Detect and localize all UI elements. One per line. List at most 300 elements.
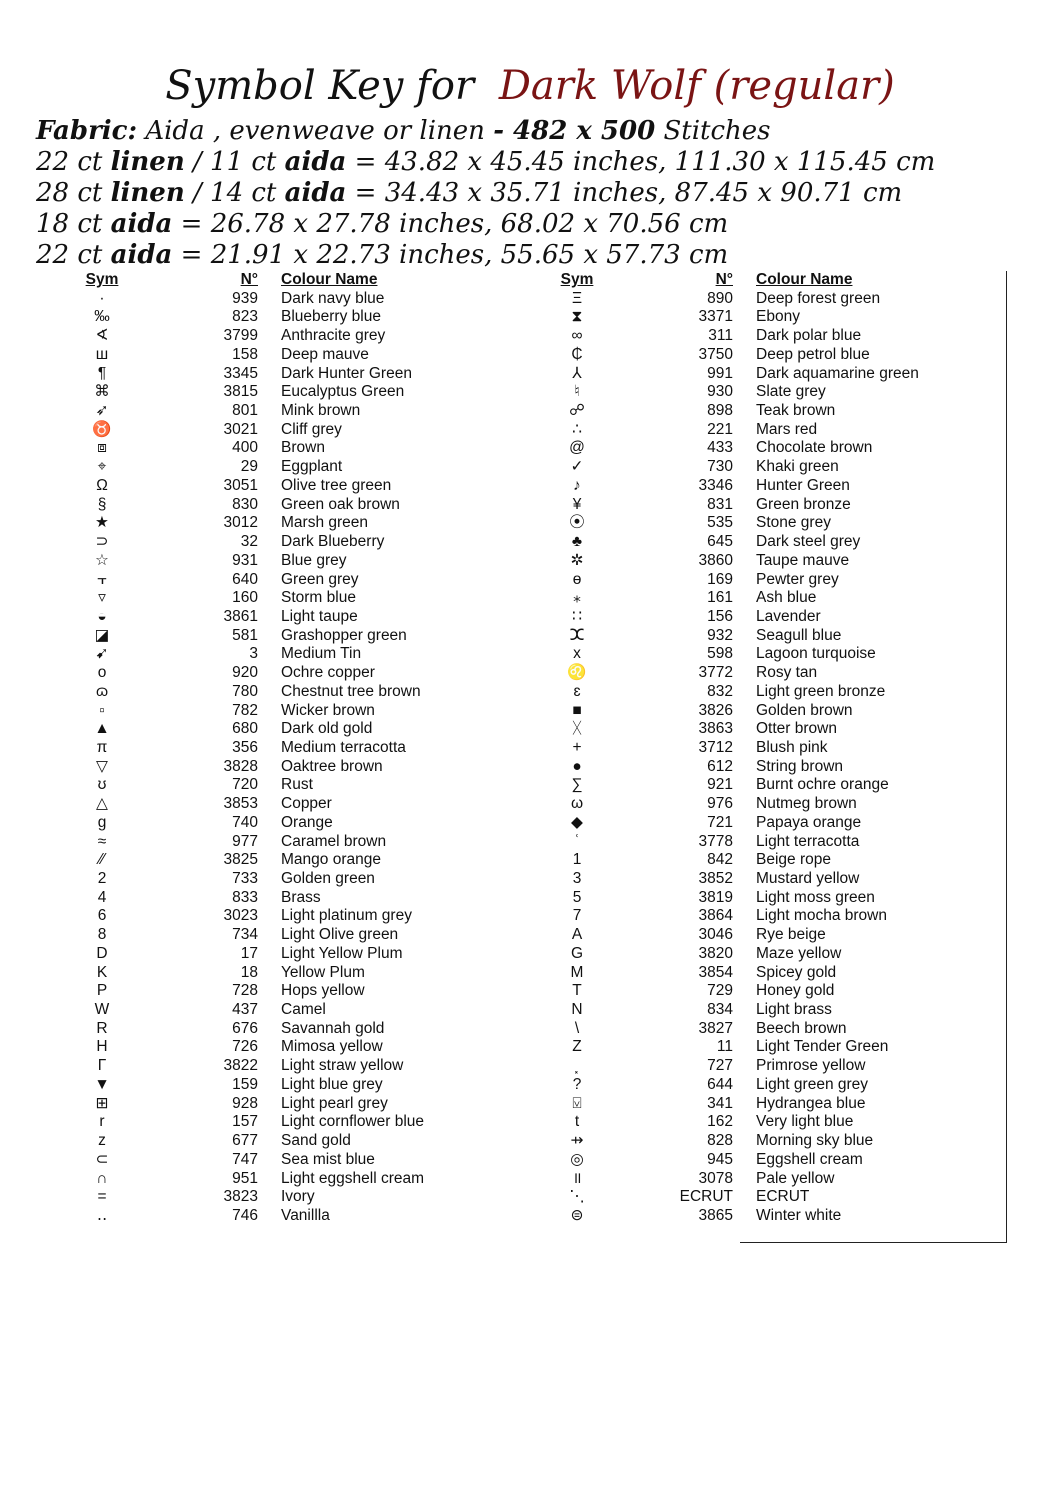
number-cell: 842 (707, 851, 733, 869)
table-row (62, 365, 482, 384)
symbol-cell: ● (572, 757, 582, 775)
colour-name-cell: Eggshell cream (756, 1150, 863, 1168)
colour-name-cell: Dark polar blue (756, 327, 862, 345)
colour-name-cell: Golden brown (756, 701, 853, 719)
number-cell: 11 (716, 1038, 733, 1056)
table-row (62, 1095, 482, 1114)
symbol-cell: ♮ (574, 383, 580, 401)
size-line-18ct-aida (36, 209, 1046, 240)
number-cell: 747 (232, 1150, 258, 1168)
table-row (62, 439, 482, 458)
number-cell: 830 (232, 495, 258, 513)
colour-name-cell: Slate grey (756, 383, 826, 401)
table-row (537, 514, 957, 533)
number-cell: 3051 (223, 476, 258, 494)
table-row (62, 683, 482, 702)
table-row (62, 402, 482, 421)
fabric-label: Fabric: (36, 116, 138, 146)
colour-name-cell: Camel (281, 1001, 326, 1019)
number-cell: 782 (232, 701, 258, 719)
number-cell: 920 (232, 664, 258, 682)
colour-name-cell: Copper (281, 795, 332, 813)
symbol-cell: ∑ (571, 776, 583, 794)
table-row (537, 889, 957, 908)
number-cell: 3799 (223, 327, 258, 345)
page-title (0, 58, 1060, 114)
table-row (62, 720, 482, 739)
number-cell: 3865 (698, 1206, 733, 1224)
symbol-cell: ≈ (97, 832, 107, 850)
symbol-cell: ∷ (572, 607, 582, 625)
symbol-cell: g (97, 813, 107, 831)
symbol-cell: ★ (95, 514, 109, 532)
colour-name-cell: Nutmeg brown (756, 795, 857, 813)
number-cell: 17 (240, 944, 258, 962)
number-cell: 3819 (698, 888, 733, 906)
symbol-cell: ▫ (99, 701, 105, 719)
number-cell: 3023 (223, 907, 258, 925)
number-cell: 640 (232, 570, 258, 588)
table-header (62, 271, 482, 290)
symbol-cell: o (97, 664, 107, 682)
table-row (62, 1151, 482, 1170)
symbol-cell: ∴ (572, 420, 582, 438)
table-row (537, 720, 957, 739)
number-cell: 3712 (698, 738, 733, 756)
number-cell: 721 (707, 813, 733, 831)
symbol-cell: ‰ (94, 308, 110, 326)
colour-name-cell: Golden green (281, 870, 375, 887)
symbol-cell: 8 (97, 926, 107, 944)
colour-name-cell: Winter white (756, 1206, 842, 1224)
table-row (537, 945, 957, 964)
colour-name-cell: Honey gold (756, 982, 835, 1000)
symbol-cell: ʊ (97, 776, 107, 794)
table-row (62, 851, 482, 870)
symbol-cell: ⍌ (572, 1094, 582, 1112)
colour-name-cell: Blueberry blue (281, 308, 381, 326)
number-cell: 890 (707, 289, 733, 307)
size-dimensions: = 34.43 x 35.71 inches, 87.45 x 90.71 cm (346, 178, 903, 208)
number-cell: 3826 (698, 701, 733, 719)
table-row (537, 645, 957, 664)
number-cell: 928 (232, 1094, 258, 1112)
number-cell: 733 (232, 870, 258, 887)
symbol-cell: ☆ (95, 551, 109, 569)
number-cell: 677 (232, 1132, 258, 1150)
colour-name-cell: Medium terracotta (281, 738, 406, 756)
number-cell: 3750 (698, 345, 733, 363)
table-border-right (1006, 271, 1007, 1243)
symbol-cell: ɷ (95, 682, 109, 700)
size-fabric: linen (110, 147, 185, 177)
size-dimensions: = 43.82 x 45.45 inches, 111.30 x 115.45 cm (346, 147, 936, 177)
symbol-table-left (62, 271, 482, 1226)
symbol-cell: ɵ (572, 570, 582, 588)
number-cell: 3 (249, 645, 258, 663)
table-row (62, 964, 482, 983)
colour-name-cell: Burnt ochre orange (756, 776, 889, 794)
table-row (537, 1132, 957, 1151)
colour-name-cell: Rust (281, 776, 313, 794)
number-cell: 356 (232, 738, 258, 756)
colour-name-cell: Light moss green (756, 888, 875, 906)
symbol-cell: Z (572, 1038, 582, 1056)
table-row (537, 383, 957, 402)
symbol-cell: § (97, 495, 107, 513)
colour-name-cell: Green grey (281, 570, 359, 588)
symbol-cell: H (96, 1038, 108, 1056)
table-row (62, 308, 482, 327)
symbol-cell: ⅄ (572, 364, 582, 382)
colour-name-cell: Blush pink (756, 738, 828, 756)
number-cell: 898 (707, 402, 733, 420)
table-row (62, 346, 482, 365)
number-cell: 831 (707, 495, 733, 513)
number-header: N° (715, 271, 733, 288)
symbol-cell: ⦿ (569, 514, 585, 532)
symbol-cell: ⸼ (575, 1057, 579, 1075)
table-row (537, 627, 957, 646)
number-cell: 945 (707, 1150, 733, 1168)
colour-name-cell: Anthracite grey (281, 327, 386, 345)
colour-name-cell: Savannah gold (281, 1019, 385, 1037)
symbol-cell: ⊂ (95, 1150, 109, 1168)
number-cell: 221 (707, 420, 733, 438)
table-row (62, 458, 482, 477)
symbol-cell: 7 (572, 907, 582, 925)
number-cell: 680 (232, 720, 258, 738)
symbol-cell: R (96, 1019, 108, 1037)
colour-name-cell: Primrose yellow (756, 1057, 866, 1075)
number-cell: 3046 (698, 926, 733, 944)
symbol-cell: ⁄⁄ (99, 851, 105, 869)
colour-name-cell: Light Olive green (281, 926, 399, 944)
table-row (537, 477, 957, 496)
colour-name-cell: String brown (756, 757, 844, 775)
colour-name-cell: Teak brown (756, 402, 836, 420)
size-count: 22 ct (36, 147, 111, 177)
colour-name-cell: Olive tree green (281, 476, 392, 494)
colour-name-cell: Light Yellow Plum (281, 944, 403, 962)
number-cell: 18 (240, 963, 258, 981)
table-row (537, 308, 957, 327)
symbol-cell: \ (574, 1019, 580, 1037)
number-cell: 159 (232, 1075, 258, 1093)
table-row (537, 589, 957, 608)
table-row (537, 758, 957, 777)
number-cell: 311 (708, 327, 733, 345)
table-row (537, 608, 957, 627)
number-cell: 727 (707, 1057, 733, 1075)
colour-name-cell: Seagull blue (756, 626, 842, 644)
number-cell: 581 (232, 626, 258, 644)
table-row (62, 1132, 482, 1151)
number-cell: 612 (707, 757, 733, 775)
table-row (62, 290, 482, 309)
number-cell: 437 (232, 1001, 258, 1019)
table-row (537, 814, 957, 833)
table-row (537, 907, 957, 926)
number-cell: 991 (707, 364, 733, 382)
colour-name-header: Colour Name (281, 271, 378, 288)
number-cell: 3012 (223, 514, 258, 532)
table-border-bottom (740, 1242, 1007, 1243)
table-row (537, 421, 957, 440)
number-cell: 3346 (698, 476, 733, 494)
fabric-line (36, 116, 1046, 147)
number-cell: 433 (707, 439, 733, 457)
colour-name-cell: Lagoon turquoise (756, 645, 876, 663)
number-cell: 158 (232, 345, 258, 363)
number-cell: 3823 (223, 1188, 258, 1206)
number-cell: 3828 (223, 757, 258, 775)
symbol-cell: W (94, 1001, 110, 1019)
symbol-cell: ♣ (571, 533, 583, 551)
table-row (537, 795, 957, 814)
symbol-cell: ₵ (571, 345, 583, 363)
number-cell: 3825 (223, 851, 258, 869)
table-row (537, 833, 957, 852)
size-fabric-alt: aida (284, 147, 347, 177)
size-count-alt: / 11 ct (184, 147, 285, 177)
colour-name-cell: Medium Tin (281, 645, 362, 663)
symbol-cell: △ (96, 795, 108, 813)
number-cell: 3854 (698, 963, 733, 981)
table-row (537, 439, 957, 458)
colour-name-cell: Vanillla (281, 1206, 330, 1224)
number-cell: 801 (232, 402, 258, 420)
colour-name-cell: Ivory (281, 1188, 315, 1206)
size-line-22ct-aida (36, 240, 1046, 271)
colour-name-cell: Green oak brown (281, 495, 400, 513)
colour-name-cell: Chocolate brown (756, 439, 873, 457)
symbol-cell: ⊃ (95, 533, 109, 551)
table-row (537, 1095, 957, 1114)
number-cell: 644 (707, 1075, 733, 1093)
number-cell: 3078 (698, 1169, 733, 1187)
symbol-cell: A (571, 926, 583, 944)
colour-name-cell: ECRUT (756, 1188, 810, 1206)
colour-name-cell: Ash blue (756, 589, 817, 607)
symbol-cell: ◆ (571, 813, 583, 831)
stitches-suffix: Stitches (655, 116, 771, 146)
symbol-cell: t (574, 1113, 580, 1131)
number-cell: 746 (232, 1206, 258, 1224)
symbol-cell: ■ (572, 701, 582, 719)
symbol-cell: ▿ (98, 589, 106, 607)
table-row (62, 907, 482, 926)
number-cell: 400 (232, 439, 258, 457)
colour-name-cell: Dark navy blue (281, 289, 385, 307)
table-row (62, 1057, 482, 1076)
symbol-cell: N (571, 1001, 583, 1019)
symbol-cell: G (570, 944, 584, 962)
colour-name-cell: Mink brown (281, 402, 361, 420)
table-row (62, 1020, 482, 1039)
colour-name-cell: Light mocha brown (756, 907, 887, 925)
colour-name-cell: Deep mauve (281, 345, 369, 363)
number-cell: 730 (707, 458, 733, 476)
symbol-cell: ⇸ (570, 1132, 584, 1150)
size-line-22ct-linen (36, 147, 1046, 178)
number-cell: 160 (232, 589, 258, 607)
table-row (537, 851, 957, 870)
colour-name-cell: Stone grey (756, 514, 831, 532)
symbol-cell: ‥ (96, 1206, 108, 1224)
colour-name-cell: Otter brown (756, 720, 837, 738)
symbol-table-right (537, 271, 957, 1226)
number-cell: 720 (232, 776, 258, 794)
number-cell: 3864 (698, 907, 733, 925)
colour-name-cell: Deep forest green (756, 289, 881, 307)
size-count: 22 ct (36, 240, 111, 270)
symbol-cell: ➹ (95, 645, 109, 663)
number-cell: 161 (707, 589, 733, 607)
number-cell: 823 (232, 308, 258, 326)
colour-name-cell: Dark Hunter Green (281, 364, 412, 382)
symbol-cell: Ω (96, 476, 108, 494)
symbol-cell: P (96, 982, 108, 1000)
symbol-cell: ▼ (94, 1075, 110, 1093)
colour-name-cell: Light terracotta (756, 832, 860, 850)
symbol-cell: K (96, 963, 108, 981)
table-row (62, 702, 482, 721)
colour-name-cell: Hops yellow (281, 982, 365, 1000)
number-cell: ECRUT (679, 1188, 733, 1206)
fabric-specs (36, 116, 1046, 271)
table-row (537, 926, 957, 945)
table-row (537, 365, 957, 384)
table-row (62, 645, 482, 664)
symbol-cell: ɛ (573, 682, 581, 700)
table-row (537, 1151, 957, 1170)
table-row (62, 421, 482, 440)
colour-name-cell: Light cornflower blue (281, 1113, 425, 1131)
symbol-cell: ⌖ (97, 458, 107, 476)
symbol-cell: ? (572, 1075, 582, 1093)
number-header: N° (240, 271, 258, 288)
colour-name-cell: Spicey gold (756, 963, 837, 981)
table-row (537, 1207, 957, 1226)
colour-name-cell: Sand gold (281, 1132, 351, 1150)
symbol-cell: ⧈ (97, 439, 107, 457)
symbol-cell: 6 (97, 907, 107, 925)
number-cell: 728 (232, 982, 258, 1000)
number-cell: 162 (707, 1113, 733, 1131)
number-cell: 734 (232, 926, 258, 944)
colour-name-cell: Pewter grey (756, 570, 839, 588)
table-row (62, 514, 482, 533)
number-cell: 3860 (698, 551, 733, 569)
table-row (537, 982, 957, 1001)
colour-name-cell: Morning sky blue (756, 1132, 874, 1150)
colour-name-cell: Blue grey (281, 551, 347, 569)
table-row (62, 664, 482, 683)
symbol-cell: ⊜ (570, 1206, 584, 1224)
table-row (62, 889, 482, 908)
colour-name-cell: Lavender (756, 607, 821, 625)
number-cell: 645 (707, 533, 733, 551)
number-cell: 3021 (223, 420, 258, 438)
symbol-cell: Γ (97, 1057, 107, 1075)
symbol-cell: 5 (572, 888, 582, 906)
colour-name-cell: Dark old gold (281, 720, 373, 738)
colour-name-cell: Light green grey (756, 1075, 869, 1093)
colour-name-cell: Maze yellow (756, 944, 842, 962)
colour-name-cell: Cliff grey (281, 420, 342, 438)
symbol-cell: ¶ (97, 364, 107, 382)
table-row (537, 346, 957, 365)
fabric-dash: - (493, 116, 514, 146)
colour-name-cell: Brass (281, 888, 321, 906)
table-row (62, 814, 482, 833)
table-row (537, 327, 957, 346)
symbol-cell: ⵋ (569, 626, 585, 644)
symbol-cell: ⧗ (571, 308, 583, 326)
table-row (62, 552, 482, 571)
colour-name-cell: Brown (281, 439, 325, 457)
colour-name-cell: Papaya orange (756, 813, 862, 831)
symbol-cell: ➶ (95, 402, 109, 420)
symbol-cell: ▲ (94, 720, 110, 738)
table-row (537, 1076, 957, 1095)
number-cell: 951 (232, 1169, 258, 1187)
table-row (62, 608, 482, 627)
table-row (62, 758, 482, 777)
table-row (62, 1001, 482, 1020)
table-row (62, 982, 482, 1001)
number-cell: 598 (707, 645, 733, 663)
table-row (537, 1188, 957, 1207)
table-row (537, 402, 957, 421)
colour-name-cell: Beech brown (756, 1019, 847, 1037)
number-cell: 939 (232, 289, 258, 307)
symbol-cell: ♉ (92, 420, 112, 438)
table-row (62, 589, 482, 608)
colour-name-cell: Wicker brown (281, 701, 375, 719)
symbol-cell: Ξ (571, 289, 583, 307)
size-dimensions: = 26.78 x 27.78 inches, 68.02 x 70.56 cm (172, 209, 729, 239)
colour-name-cell: Marsh green (281, 514, 369, 532)
number-cell: 3772 (698, 664, 733, 682)
symbol-cell: π (96, 738, 108, 756)
table-row (537, 664, 957, 683)
symbol-cell: ◪ (94, 626, 110, 644)
table-row (62, 627, 482, 646)
table-row (62, 1207, 482, 1226)
number-cell: 341 (707, 1094, 733, 1112)
colour-name-cell: Beige rope (756, 851, 831, 869)
symbol-cell: ω (570, 795, 584, 813)
colour-name-cell: Green bronze (756, 495, 851, 513)
symbol-cell: r (99, 1113, 105, 1131)
colour-name-cell: Taupe mauve (756, 551, 850, 569)
table-row (537, 1170, 957, 1189)
sym-header: Sym (85, 271, 119, 288)
number-cell: 931 (232, 551, 258, 569)
colour-name-cell: Eggplant (281, 458, 343, 476)
stitch-count: 482 x 500 (513, 116, 656, 146)
symbol-cell: ⊞ (95, 1094, 109, 1112)
symbol-cell: ⫟ (97, 570, 107, 588)
number-cell: 157 (232, 1113, 258, 1131)
table-row (62, 945, 482, 964)
colour-name-cell: Caramel brown (281, 832, 387, 850)
number-cell: 833 (232, 888, 258, 906)
size-line-28ct-linen (36, 178, 1046, 209)
symbol-cell: ⌘ (94, 383, 110, 401)
